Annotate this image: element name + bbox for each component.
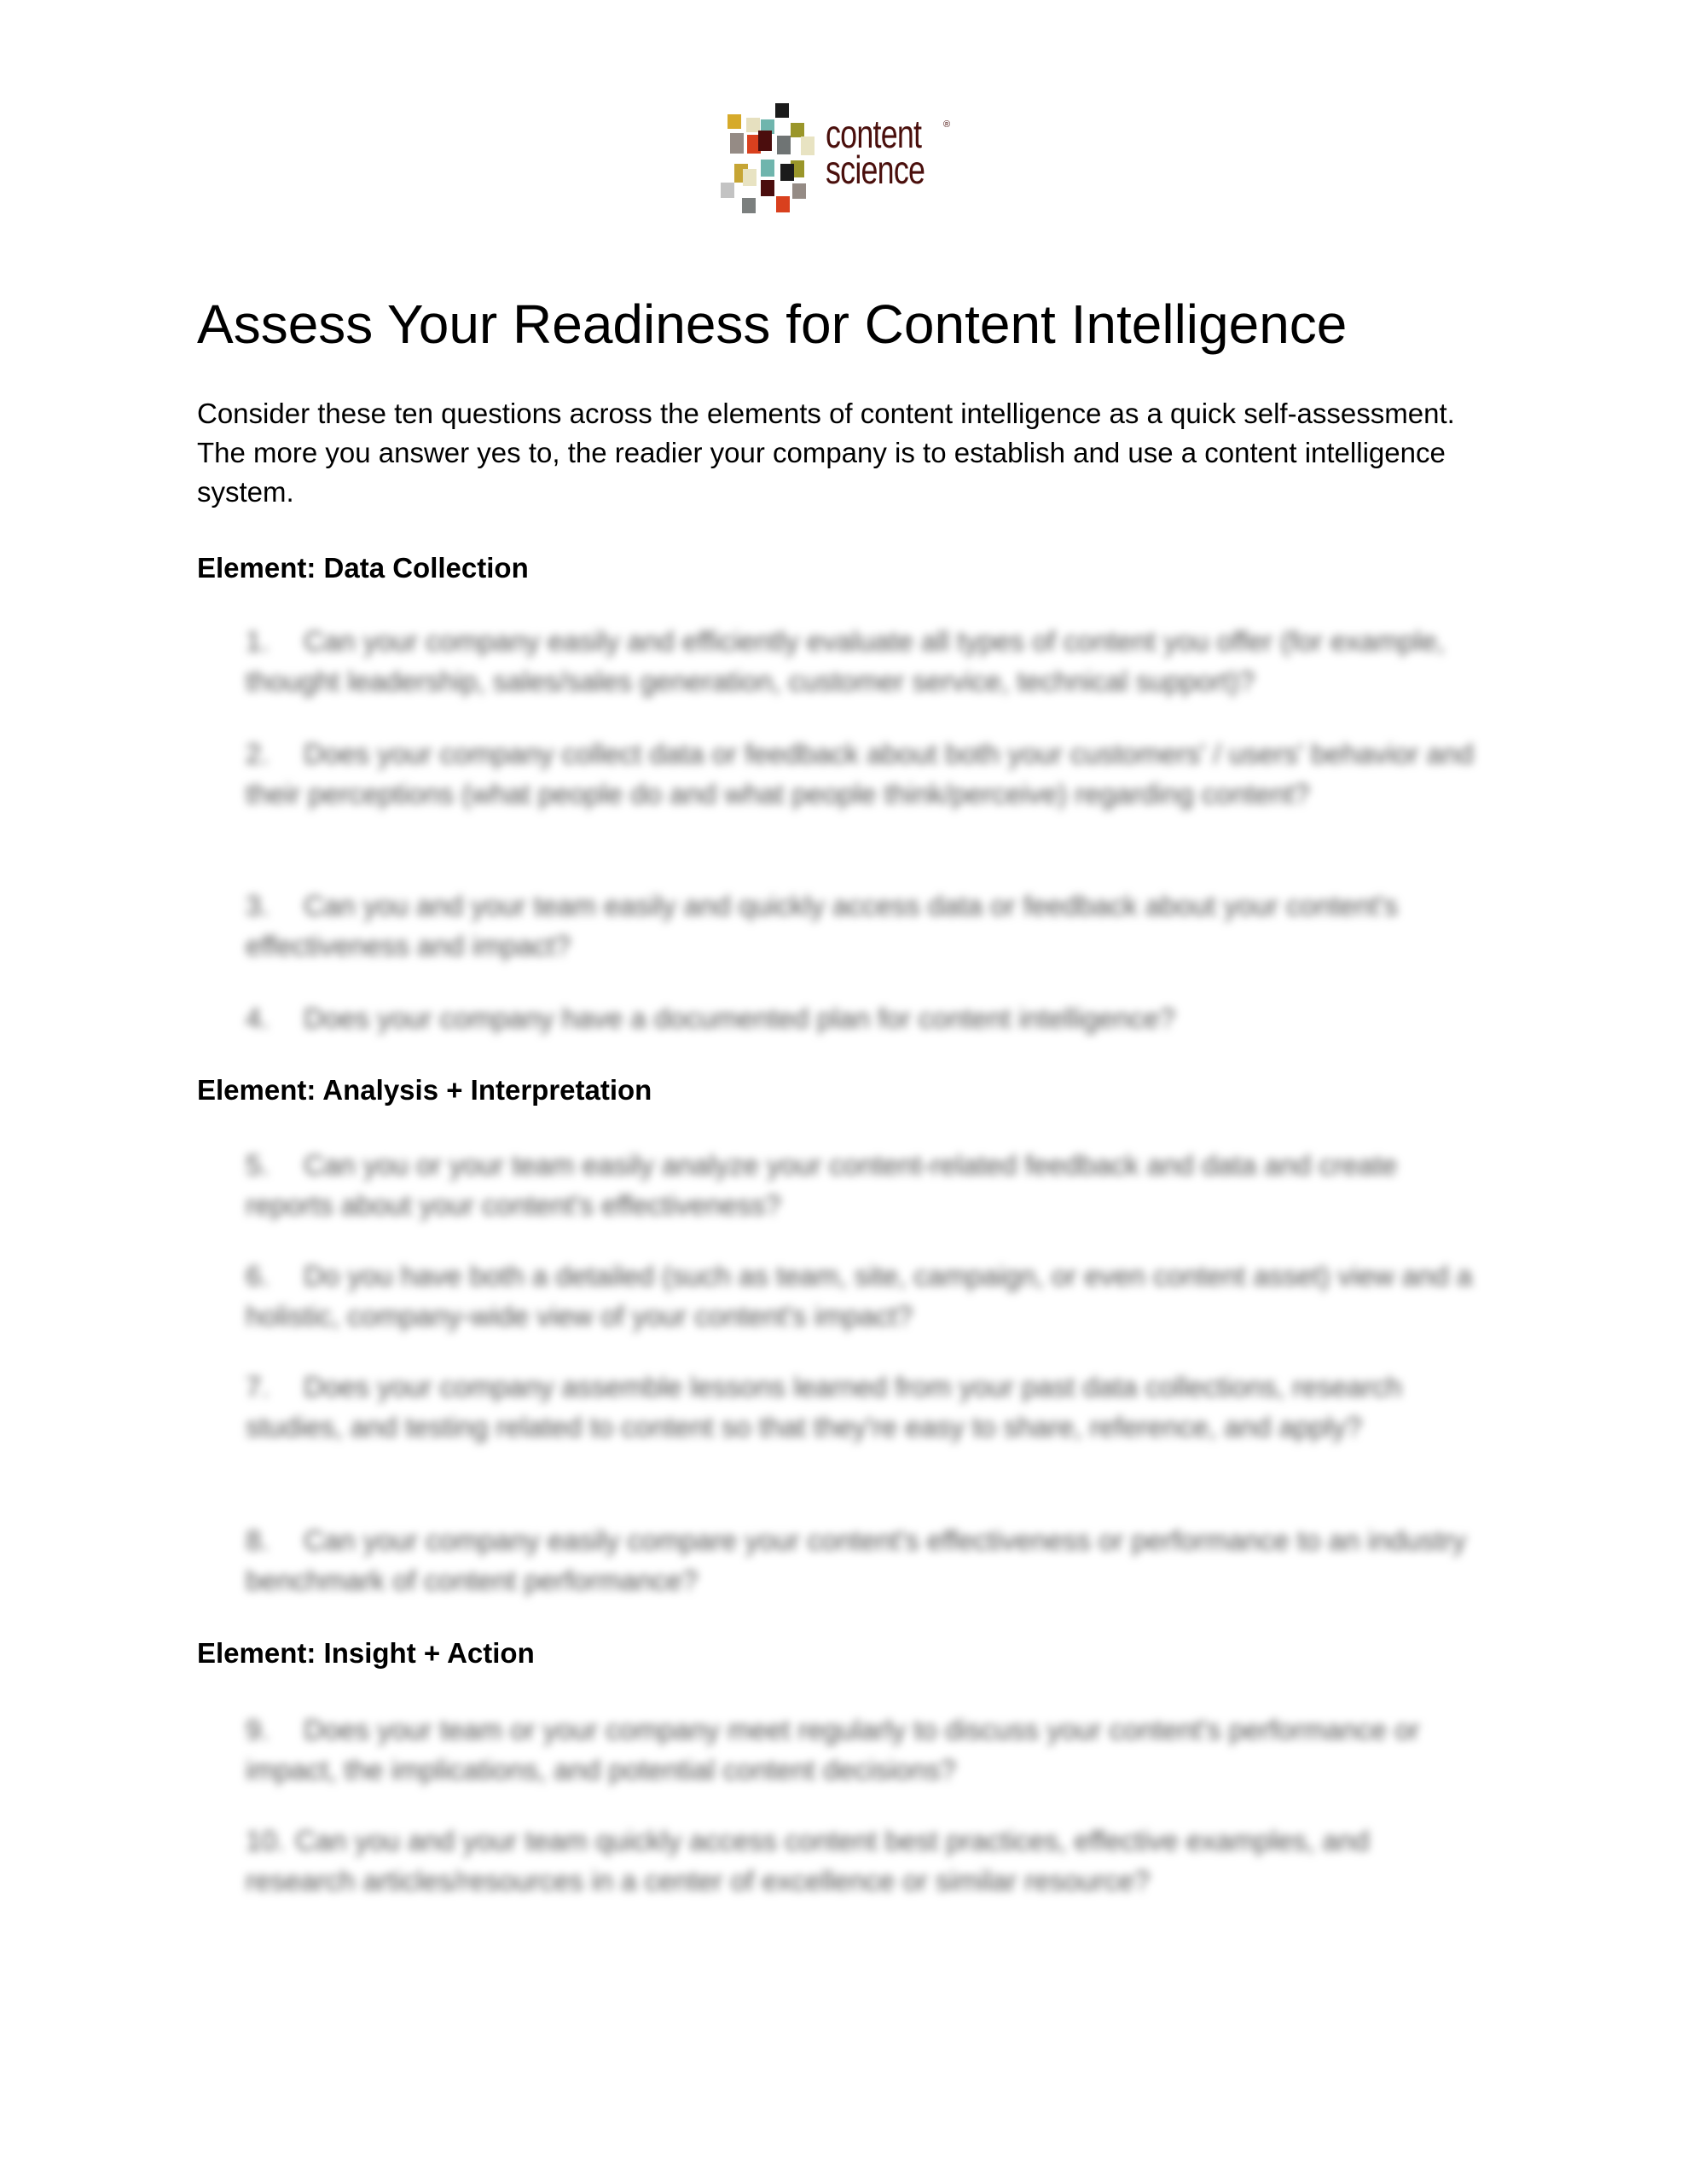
logo-square (758, 131, 772, 151)
question-item (246, 886, 1482, 966)
question-text: Does your company have a documented plan for content intelligence? (304, 1002, 1175, 1034)
logo-square (721, 183, 734, 198)
logo-square (780, 164, 794, 181)
question-number: 5. (246, 1149, 270, 1181)
question-number: 1. (246, 625, 270, 657)
content-science-logo (721, 101, 968, 216)
question-text: Can you and your team quickly access content best practices, effective examples, and research articles/resources in a center of excellence or similar resource? (246, 1825, 1370, 1896)
question-text: Does your team or your company meet regularly to discuss your content's performance or impact, the implications, and potential content decisions? (246, 1714, 1420, 1786)
question-text: Do you have both a detailed (such as team, site, campaign, or even content asset) view and a holistic, company-wide view of your content's impact? (246, 1260, 1473, 1332)
question-number: 2. (246, 738, 270, 770)
question-number: 10. (246, 1825, 285, 1856)
section-heading-data-collection: Element: Data Collection (197, 552, 529, 584)
question-number: 8. (246, 1525, 270, 1556)
question-item (246, 998, 1482, 1038)
page-title: Assess Your Readiness for Content Intelligence (197, 293, 1348, 355)
logo-square (801, 136, 815, 155)
question-item (246, 734, 1482, 814)
question-item (246, 1145, 1482, 1225)
question-text: Can your company easily and efficiently evaluate all types of content you offer (for example, thought leadership, sales/sales generation, customer service, technical support)? (246, 625, 1445, 697)
logo-square (791, 123, 804, 137)
question-text: Can you or your team easily analyze your content-related feedback and data and create reports about your content's effectiveness? (246, 1149, 1398, 1221)
question-item (246, 1710, 1482, 1790)
question-number: 3. (246, 890, 270, 921)
logo-line-2: science (826, 148, 925, 192)
logo-square (776, 196, 790, 212)
logo-mosaic-icon (721, 101, 823, 216)
logo-wordmark (826, 112, 925, 192)
question-text: Does your company assemble lessons learned from your past data collections, research studies, and testing related to content so that they're easy to share, reference, and apply? (246, 1371, 1402, 1443)
question-number: 6. (246, 1260, 270, 1292)
question-text: Can you and your team easily and quickly access data or feedback about your content's effectiveness and impact? (246, 890, 1399, 961)
question-number: 4. (246, 1002, 270, 1034)
logo-square (777, 136, 791, 154)
section-heading-insight-action: Element: Insight + Action (197, 1637, 535, 1669)
logo-square (728, 114, 741, 129)
question-item (246, 621, 1482, 701)
question-number: 7. (246, 1371, 270, 1403)
question-item (246, 1256, 1482, 1336)
registered-mark: ® (943, 119, 951, 130)
logo-square (775, 103, 789, 118)
logo-line-1: content (826, 112, 922, 156)
logo-square (743, 169, 757, 186)
logo-square (761, 180, 774, 196)
section-heading-analysis-interpretation: Element: Analysis + Interpretation (197, 1074, 652, 1106)
intro-paragraph: Consider these ten questions across the elements of content intelligence as a quick self-assessment. The more you answer yes to, the readier your company is to establish and use a content intelligence system. (197, 398, 1455, 508)
question-number: 9. (246, 1714, 270, 1745)
question-text: Can your company easily compare your content's effectiveness or performance to an industry benchmark of content performance? (246, 1525, 1467, 1596)
question-item (246, 1367, 1482, 1447)
question-item (246, 1520, 1482, 1600)
question-text: Does your company collect data or feedback about both your customers' / users' behavior and their perceptions (what people do and what people think/perceive) regarding content? (246, 738, 1474, 810)
logo-square (761, 160, 774, 177)
question-item (246, 1821, 1482, 1901)
logo-square (730, 133, 744, 154)
logo-square (742, 198, 756, 213)
logo-square (792, 183, 806, 199)
